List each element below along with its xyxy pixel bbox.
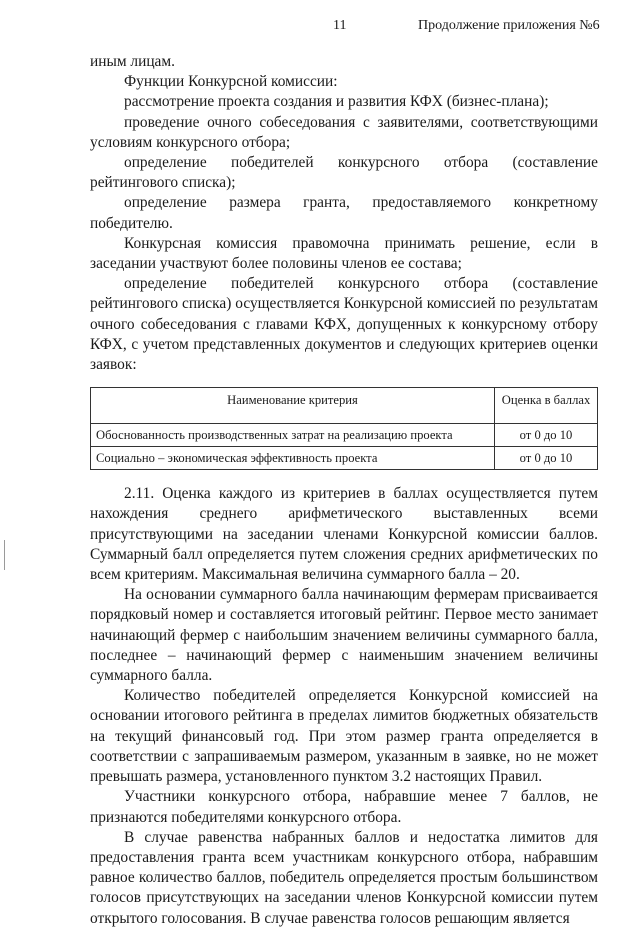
paragraph: рассмотрение проекта создания и развития КФХ (бизнес-плана); — [124, 93, 549, 111]
paragraph: проведение очного собеседования с заявителями, соответствующими условиям конкурсного отбора; — [90, 113, 598, 151]
criterion-name: Социально – экономическая эффективность проекта — [91, 447, 495, 470]
paragraph: Функции Конкурсной комиссии: — [124, 73, 338, 91]
paragraph: 2.11. Оценка каждого из критериев в баллах осуществляется путем нахождения среднего арифметического выставленных всеми присутствующими на заседании членами Конкурсной комиссии баллов. Суммарный балл определяется путем сложения средних арифметических по всем критериям. Максимальная величина суммарного балла – 20. — [90, 485, 598, 584]
appendix-label: Продолжение приложения №6 — [418, 18, 600, 33]
paragraph: Участники конкурсного отбора, набравшие менее 7 баллов, не признаются победителями конкурсного отбора. — [90, 788, 598, 826]
criteria-table — [90, 387, 598, 470]
paragraph: определение размера гранта, предоставляемого конкретному победителю. — [90, 194, 598, 232]
paragraph: В случае равенства набранных баллов и недостатка лимитов для предоставления гранта всем участникам конкурсного отбора, набравшим равное количество баллов, победитель определяется простым большинством голосов присутствующих на заседании членов Конкурсной комиссии путем открытого голосования. В случае равенства голосов решающим является — [90, 828, 598, 927]
table-header-row — [91, 388, 598, 424]
paragraph: иным лицам. — [90, 53, 175, 70]
paragraph: Конкурсная комиссия правомочна принимать решение, если в заседании участвуют более половины членов ее состава; — [90, 234, 598, 273]
paragraph: определение победителей конкурсного отбора (составление рейтингового списка) осуществляется Конкурсной комиссией по результатам очного собеседования с главами КФХ, допущенных к конкурсному отбору КФХ, с учетом представленных документов и следующих критериев оценки заявок: — [90, 275, 598, 374]
criterion-score: от 0 до 10 — [495, 447, 598, 470]
column-header-criterion: Наименование критерия — [91, 388, 495, 424]
table-row — [91, 424, 598, 447]
scan-margin-mark — [4, 540, 5, 570]
paragraph: определение победителей конкурсного отбора (составление рейтингового списка); — [90, 154, 598, 192]
paragraph: На основании суммарного балла начинающим фермерам присваивается порядковый номер и составляется итоговый рейтинг. Первое место занимает начинающий фермер с наибольшим значением величины суммарного балла, последнее – начинающий фермер с наименьшим значением величины суммарного балла. — [90, 586, 598, 685]
column-header-score: Оценка в баллах — [495, 388, 598, 424]
paragraph: Количество победителей определяется Конкурсной комиссией на основании итогового рейтинга в пределах лимитов бюджетных обязательств на текущий финансовый год. При этом размер гранта определяется в соответствии с запрашиваемым размером, указанным в заявке, но не может превышать размера, установленного пунктом 3.2 настоящих Правил. — [90, 687, 598, 786]
page-number: 11 — [333, 18, 347, 33]
document-body — [90, 52, 598, 929]
criterion-score: от 0 до 10 — [495, 424, 598, 447]
criterion-name: Обоснованность производственных затрат на реализацию проекта — [91, 424, 495, 447]
table-row — [91, 447, 598, 470]
